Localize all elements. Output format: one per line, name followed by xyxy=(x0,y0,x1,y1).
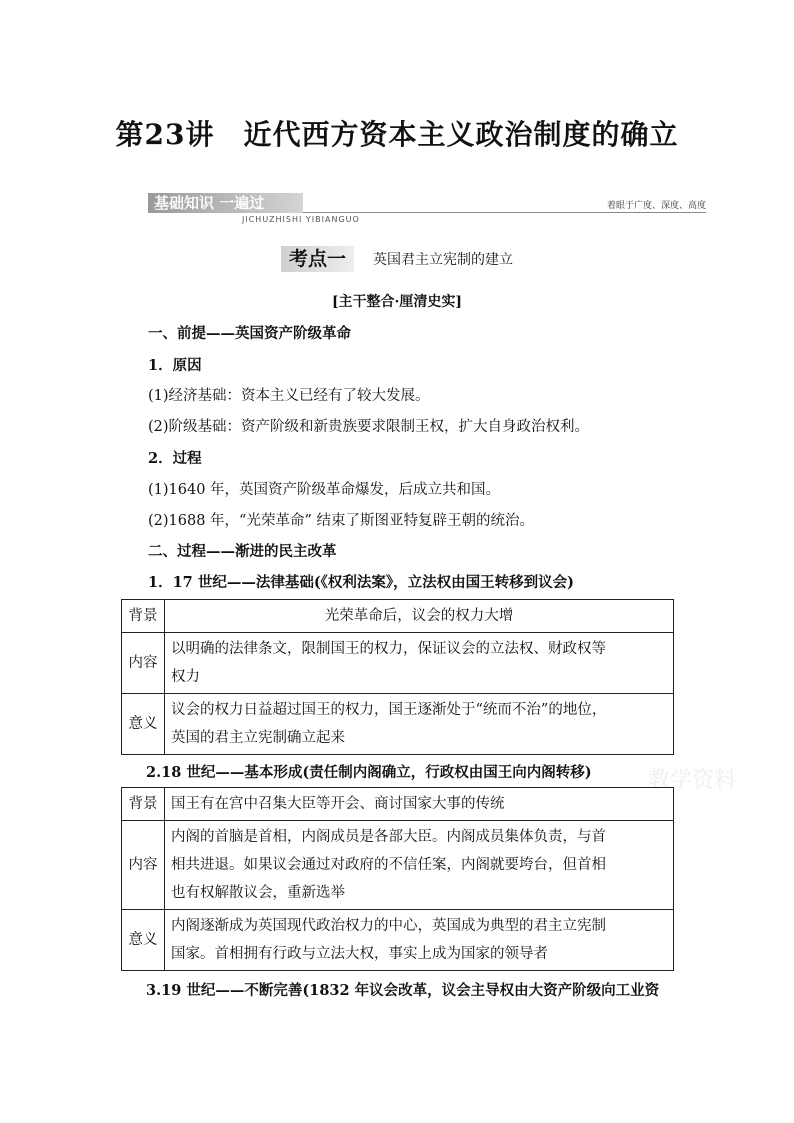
banner-divider xyxy=(303,212,706,213)
table-row xyxy=(122,821,674,910)
subheading: [主干整合·厘清史实] xyxy=(331,294,463,310)
row-label: 背景 xyxy=(122,600,165,633)
row-label: 意义 xyxy=(122,910,165,971)
point-header xyxy=(0,246,794,272)
banner-label: 基础知识 一遍过 xyxy=(148,193,303,213)
cell-line: 相共进退。如果议会通过对政府的不信任案，内阁就要垮台，但首相 xyxy=(171,857,606,873)
item-heading-18c: 2.18 世纪——基本形成(责任制内阁确立，行政权由国王向内阁转移) xyxy=(146,764,592,781)
paragraph: (1)1640 年，英国资产阶级革命爆发，后成立共和国。 xyxy=(148,482,501,498)
row-label: 意义 xyxy=(122,694,165,755)
item-heading-process: 2．过程 xyxy=(148,450,202,467)
cell-line: 议会的权力日益超过国王的权力，国王逐渐处于“统而不治”的地位， xyxy=(171,702,607,718)
cell-text xyxy=(165,694,674,755)
cell-line: 内阁逐渐成为英国现代政治权力的中心，英国成为典型的君主立宪制 xyxy=(171,918,606,934)
table-17th-century xyxy=(121,599,674,755)
point-label: 考点一 xyxy=(281,246,354,272)
cell-text: 光荣革命后，议会的权力大增 xyxy=(165,600,674,633)
point-title: 英国君主立宪制的建立 xyxy=(373,252,514,268)
section-heading-1: 一、前提——英国资产阶级革命 xyxy=(148,325,351,342)
cell-line: 以明确的法律条文，限制国王的权力，保证议会的立法权、财政权等 xyxy=(171,641,606,657)
watermark: 教学资料 xyxy=(648,768,737,793)
item-heading-causes: 1．原因 xyxy=(148,357,202,374)
cell-text xyxy=(165,821,674,910)
table-row xyxy=(122,694,674,755)
paragraph: (2)阶级基础：资产阶级和新贵族要求限制王权，扩大自身政治权利。 xyxy=(148,419,590,435)
table-row xyxy=(122,600,674,633)
table-row xyxy=(122,633,674,694)
item-heading-19c: 3.19 世纪——不断完善(1832 年议会改革，议会主导权由大资产阶级向工业资 xyxy=(146,982,660,999)
banner-tagline: 着眼于广度、深度、高度 xyxy=(606,201,706,211)
row-label: 内容 xyxy=(122,633,165,694)
cell-line: 也有权解散议会，重新选举 xyxy=(171,885,345,901)
cell-line: 国家。首相拥有行政与立法大权，事实上成为国家的领导者 xyxy=(171,946,548,962)
table-18th-century xyxy=(121,787,674,971)
item-heading-17c: 1．17 世纪——法律基础(《权利法案》，立法权由国王转移到议会) xyxy=(148,574,575,591)
table-row xyxy=(122,788,674,821)
cell-text xyxy=(165,910,674,971)
section-banner xyxy=(148,193,706,225)
cell-line: 权力 xyxy=(171,669,200,685)
row-label: 背景 xyxy=(122,788,165,821)
section-heading-2: 二、过程——渐进的民主改革 xyxy=(148,543,337,560)
paragraph: (2)1688 年，“光荣革命” 结束了斯图亚特复辟王朝的统治。 xyxy=(148,513,534,529)
paragraph: (1)经济基础：资本主义已经有了较大发展。 xyxy=(148,388,430,404)
table-row xyxy=(122,910,674,971)
cell-line: 内阁的首脑是首相，内阁成员是各部大臣。内阁成员集体负责，与首 xyxy=(171,829,606,845)
banner-pinyin: JICHUZHISHI YIBIANGUO xyxy=(242,215,360,224)
cell-line: 英国的君主立宪制确立起来 xyxy=(171,730,345,746)
cell-text: 国王有在宫中召集大臣等开会、商讨国家大事的传统 xyxy=(165,788,674,821)
row-label: 内容 xyxy=(122,821,165,910)
page-title: 第23讲 近代西方资本主义政治制度的确立 xyxy=(115,118,679,151)
cell-text xyxy=(165,633,674,694)
